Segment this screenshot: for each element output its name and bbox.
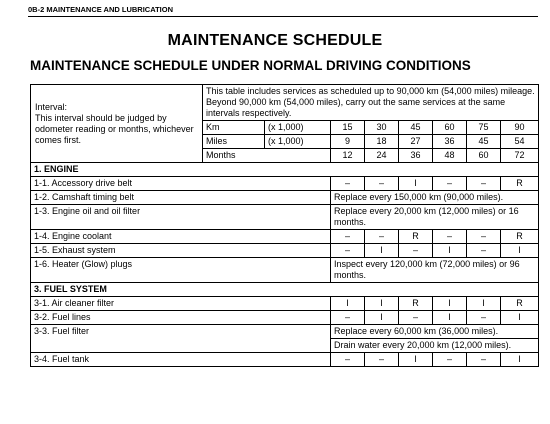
item-name: 1-3. Engine oil and oil filter — [31, 205, 331, 230]
item-value: I — [399, 353, 433, 367]
item-value: – — [365, 230, 399, 244]
item-value: – — [433, 353, 467, 367]
item-value: I — [433, 311, 467, 325]
km-value: 30 — [365, 121, 399, 135]
item-value: R — [501, 297, 539, 311]
item-value: – — [331, 230, 365, 244]
section-heading-engine: 1. ENGINE — [31, 163, 539, 177]
miles-value: 9 — [331, 135, 365, 149]
item-value: – — [365, 353, 399, 367]
item-value: I — [433, 297, 467, 311]
item-value: I — [365, 311, 399, 325]
months-label: Months — [203, 149, 331, 163]
months-value: 48 — [433, 149, 467, 163]
item-value: – — [399, 244, 433, 258]
item-value: – — [467, 177, 501, 191]
item-name: 3-3. Fuel filter — [31, 325, 331, 353]
months-value: 24 — [365, 149, 399, 163]
page-reference: 0B-2 MAINTENANCE AND LUBRICATION — [28, 5, 173, 14]
item-value: R — [501, 230, 539, 244]
item-name: 3-1. Air cleaner filter — [31, 297, 331, 311]
maintenance-schedule-table — [30, 84, 539, 367]
miles-value: 45 — [467, 135, 501, 149]
item-name: 1-6. Heater (Glow) plugs — [31, 258, 331, 283]
km-label: Km — [203, 121, 265, 135]
item-instruction: Replace every 150,000 km (90,000 miles). — [331, 191, 539, 205]
page-header — [28, 4, 538, 17]
table-row — [31, 177, 539, 191]
item-value: – — [467, 230, 501, 244]
item-name: 3-2. Fuel lines — [31, 311, 331, 325]
item-value: I — [501, 244, 539, 258]
table-row — [31, 191, 539, 205]
item-value: – — [399, 311, 433, 325]
item-value: I — [501, 353, 539, 367]
item-value: I — [501, 311, 539, 325]
item-name: 3-4. Fuel tank — [31, 353, 331, 367]
miles-label: Miles — [203, 135, 265, 149]
item-value: – — [331, 244, 365, 258]
interval-cell — [31, 85, 203, 163]
months-value: 36 — [399, 149, 433, 163]
table-row — [31, 205, 539, 230]
interval-note: This table includes services as scheduled up to 90,000 km (54,000 miles) mileage. Beyond 90,000 km (54,000 miles), carry out the same services at the same intervals respectively. — [203, 85, 539, 121]
item-value: I — [365, 297, 399, 311]
item-value: – — [331, 311, 365, 325]
months-value: 12 — [331, 149, 365, 163]
item-value: I — [399, 177, 433, 191]
section-subtitle: MAINTENANCE SCHEDULE UNDER NORMAL DRIVING CONDITIONS — [30, 58, 471, 73]
item-instruction-secondary: Drain water every 20,000 km (12,000 miles). — [331, 339, 539, 353]
item-value: – — [467, 353, 501, 367]
miles-value: 27 — [399, 135, 433, 149]
item-value: – — [467, 311, 501, 325]
item-value: I — [467, 297, 501, 311]
item-instruction: Replace every 60,000 km (36,000 miles). — [331, 325, 539, 339]
interval-label: Interval: — [35, 101, 68, 112]
item-name: 1-1. Accessory drive belt — [31, 177, 331, 191]
km-value: 60 — [433, 121, 467, 135]
km-value: 15 — [331, 121, 365, 135]
table-row — [31, 353, 539, 367]
item-instruction: Inspect every 120,000 km (72,000 miles) or 96 months. — [331, 258, 539, 283]
km-value: 45 — [399, 121, 433, 135]
months-value: 72 — [501, 149, 539, 163]
item-value: – — [365, 177, 399, 191]
table-row — [31, 258, 539, 283]
table-row — [31, 230, 539, 244]
item-name: 1-4. Engine coolant — [31, 230, 331, 244]
item-value: – — [331, 177, 365, 191]
section-heading-fuel: 3. FUEL SYSTEM — [31, 283, 539, 297]
item-instruction: Replace every 20,000 km (12,000 miles) or 16 months. — [331, 205, 539, 230]
km-unit: (x 1,000) — [265, 121, 331, 135]
miles-value: 18 — [365, 135, 399, 149]
table-row — [31, 311, 539, 325]
table-row — [31, 244, 539, 258]
table-row — [31, 325, 539, 339]
item-value: – — [433, 230, 467, 244]
miles-value: 54 — [501, 135, 539, 149]
item-name: 1-5. Exhaust system — [31, 244, 331, 258]
item-value: I — [433, 244, 467, 258]
item-value: I — [365, 244, 399, 258]
miles-value: 36 — [433, 135, 467, 149]
page-title: MAINTENANCE SCHEDULE — [167, 32, 383, 49]
km-value: 90 — [501, 121, 539, 135]
item-value: – — [467, 244, 501, 258]
table-row — [31, 297, 539, 311]
months-value: 60 — [467, 149, 501, 163]
item-value: R — [399, 230, 433, 244]
interval-description: This interval should be judged by odometer reading or months, whichever comes first. — [35, 112, 194, 145]
miles-unit: (x 1,000) — [265, 135, 331, 149]
item-value: R — [501, 177, 539, 191]
item-value: – — [331, 353, 365, 367]
item-value: R — [399, 297, 433, 311]
item-name: 1-2. Camshaft timing belt — [31, 191, 331, 205]
item-value: I — [331, 297, 365, 311]
item-value: – — [433, 177, 467, 191]
km-value: 75 — [467, 121, 501, 135]
